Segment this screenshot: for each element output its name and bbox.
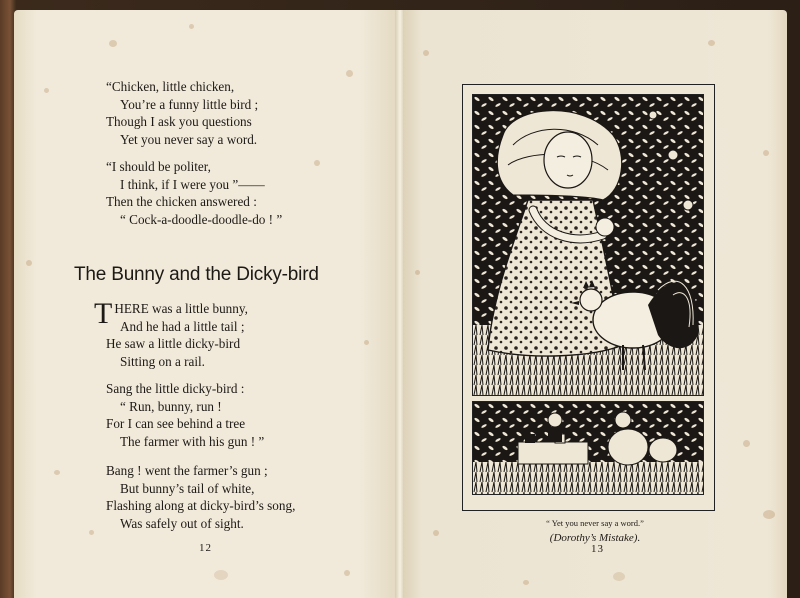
stanza-1 [106,78,258,148]
stanza-4 [106,380,264,450]
verse-line: Sang the little dicky-bird : [106,381,245,396]
stanza-2 [106,158,282,228]
verse-line: For I can see behind a tree [106,416,246,432]
illustration-tea-scene [472,401,704,495]
verse-line: HERE was a little bunny, [114,301,248,316]
verse-line: “I should be politer, [106,159,211,174]
verse-line: But bunny’s tail of white, [120,480,255,496]
page-number-right: 13 [591,543,604,555]
left-page [14,10,397,598]
verse-line: Though I ask you questions [106,114,252,130]
verse-line: Flashing along at dicky-bird’s song, [106,498,296,514]
poem-title: The Bunny and the Dicky-bird [74,264,319,285]
verse-line: Yet you never say a word. [120,131,258,147]
right-page [403,10,787,598]
verse-line: And he had a little tail ; [120,318,245,334]
verse-line: You’re a funny little bird ; [120,96,259,112]
illustration-caption: “ Yet you never say a word.” [546,518,644,528]
illustration-frame [462,84,715,511]
verse-line: Bang ! went the farmer’s gun ; [106,463,268,478]
drop-cap: T [94,297,113,330]
page-number-left: 12 [199,542,212,554]
verse-line: Was safely out of sight. [120,515,244,531]
stanza-5 [106,462,295,532]
verse-line: The farmer with his gun ! ” [120,433,265,449]
verse-line: Sitting on a rail. [120,353,205,369]
verse-line: “Chicken, little chicken, [106,79,235,94]
stanza-3 [94,297,248,370]
verse-line: He saw a little dicky-bird [106,336,241,352]
verse-line: I think, if I were you ”—— [120,176,265,192]
verse-line: “ Cock-a-doodle-doodle-do ! ” [120,211,283,227]
verse-line: Then the chicken answered : [106,194,257,210]
illustration-subcaption: (Dorothy’s Mistake). [549,532,641,544]
illustration-girl-and-rooster [472,94,704,396]
verse-line: “ Run, bunny, run ! [120,398,222,414]
